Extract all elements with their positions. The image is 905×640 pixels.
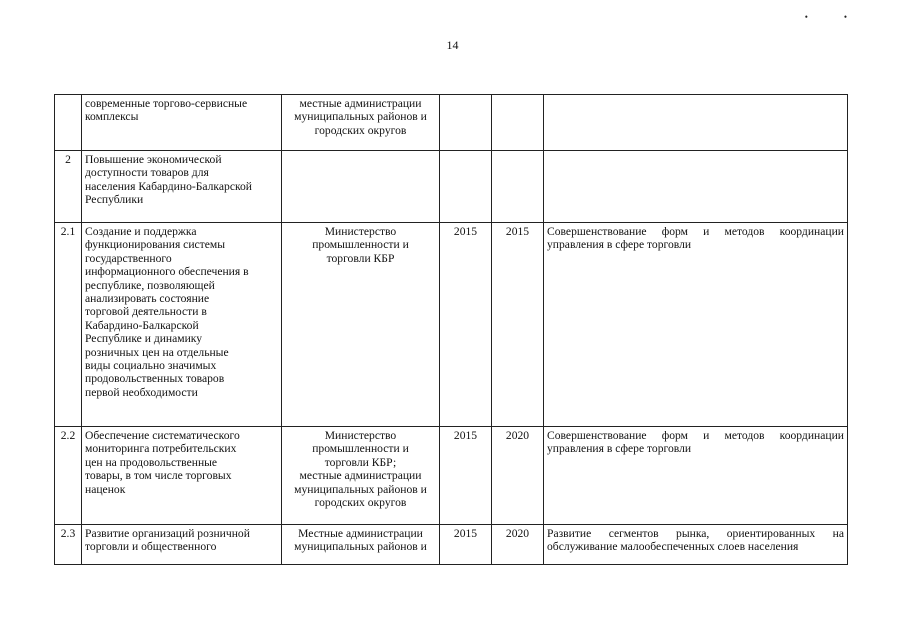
expected-result: Развитие сегментов рынка, ориентированных на обслуживание малообеспеченных слоев населения [544,525,848,565]
row-number: 2 [55,151,82,223]
start-year: 2015 [440,427,492,525]
table-row [55,151,848,223]
corner-mark: • [843,12,883,22]
executor: местные администрации муниципальных районов и городских округов [282,95,440,151]
expected-result: Совершенствование форм и методов координации управления в сфере торговли [544,427,848,525]
end-year: 2020 [492,525,544,565]
table-row [55,95,848,151]
executor [282,151,440,223]
expected-result [544,95,848,151]
row-number: 2.1 [55,223,82,427]
start-year: 2015 [440,223,492,427]
table-row [55,525,848,565]
measures-table [54,94,848,565]
expected-result [544,151,848,223]
corner-marks [805,12,883,22]
end-year [492,151,544,223]
table-row [55,223,848,427]
corner-mark: • [804,12,844,22]
measure-name: Обеспечение систематического мониторинга потребительских цен на продовольственные товары, в том числе торговых наценок [82,427,282,525]
measure-name: Повышение экономической доступности товаров для населения Кабардино-Балкарской Республики [82,151,282,223]
measure-name: Создание и поддержка функционирования системы государственного информационного обеспечения в республике, позволяющей анализировать состояние торговой деятельности в Кабардино-Балкарской Республике и динамику розничных цен на отдельные виды социально значимых продовольственных товаров первой необходимости [82,223,282,427]
page-number: 14 [446,38,459,52]
measure-name: современные торгово-сервисные комплексы [82,95,282,151]
row-number: 2.3 [55,525,82,565]
table-row [55,427,848,525]
row-number: 2.2 [55,427,82,525]
start-year [440,151,492,223]
end-year [492,95,544,151]
expected-result: Совершенствование форм и методов координации управления в сфере торговли [544,223,848,427]
end-year: 2020 [492,427,544,525]
start-year [440,95,492,151]
start-year: 2015 [440,525,492,565]
end-year: 2015 [492,223,544,427]
measure-name: Развитие организаций розничной торговли и общественного [82,525,282,565]
row-number [55,95,82,151]
executor: Министерство промышленности и торговли КБР; местные администрации муниципальных районов и городских округов [282,427,440,525]
executor: Местные администрации муниципальных районов и [282,525,440,565]
executor: Министерство промышленности и торговли КБР [282,223,440,427]
